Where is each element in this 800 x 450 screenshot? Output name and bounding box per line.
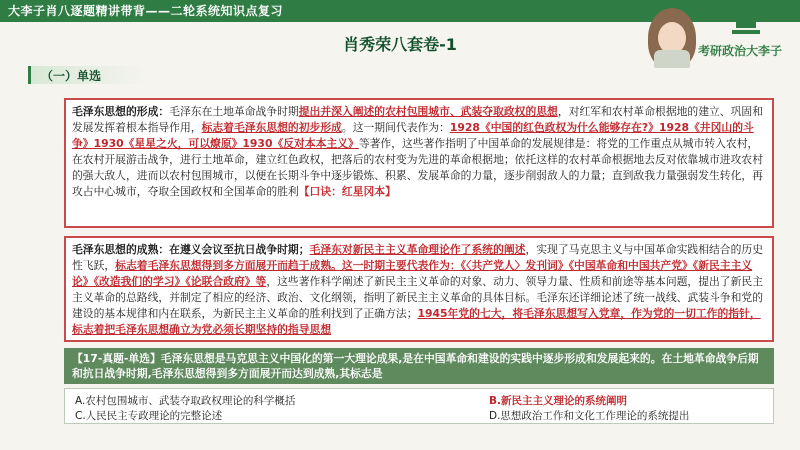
formation-box	[64, 98, 774, 228]
formation-heading: 毛泽东思想的形成：	[72, 105, 170, 118]
logo-text: 考研政治大李子	[698, 44, 783, 58]
mnemonic: 【口诀：红星冈本】	[298, 185, 396, 198]
option-b[interactable]: B.新民主主义理论的系统阐明	[489, 395, 627, 407]
page-title: 肖秀荣八套卷-1	[343, 35, 457, 54]
section-tag	[28, 66, 149, 84]
banner-title: 大李子肖八逐题精讲带背——二轮系统知识点复习	[8, 4, 284, 18]
maturity-text: 毛泽东思想的成熟：在遵义会议至抗日战争时期；毛泽东对新民主主义革命理论作了系统的阐述，实现了马克思主义与中国革命实践相结合的历史性飞跃，标志着毛泽东思想得到多方面展开而趋于成熟。这一时期主要代表作为：《〈共产党人〉发刊词》《中国革命和中国共产党》《新民主主义论》《改造我们的学习》《论联合政府》等，这些著作科学阐述了新民主主义革命的对象、动力、领导力量、性质和前途等基本问题，提出了新民主主义革命的总路线，并制定了相应的经济、政治、文化纲领，指明了新民主主义革命的具体目标。毛泽东还详细论述了统一战线、武装斗争和党的建设的基本规律和内在联系，为新民主主义革命的胜利找到了正确方法；1945年党的七大，将毛泽东思想写入党章，作为党的一切工作的指针，标志着把毛泽东思想确立为党必须长期坚持的指导思想	[72, 243, 763, 336]
maturity-heading: 毛泽东思想的成熟：	[72, 243, 170, 256]
option-d[interactable]: D.思想政治工作和文化工作理论的系统提出	[489, 410, 690, 422]
maturity-box	[64, 236, 774, 342]
option-a[interactable]: A.农村包围城市、武装夺取政权理论的科学概括	[75, 395, 296, 407]
formation-text: 毛泽东思想的形成：毛泽东在土地革命战争时期提出并深入阐述的农村包围城市、武装夺取政权的思想，对红军和农村革命根据地的建立、巩固和发展发挥着根本指导作用，标志着毛泽东思想的初步形成。这一期间代表作为：1928《中国的红色政权为什么能够存在?》1928《井冈山的斗争》1930《星星之火，可以燎原》1930《反对本本主义》等著作，这些著作指明了中国革命的发展规律是：将党的工作重点从城市转入农村，在农村开展游击战争，进行土地革命，建立红色政权，把落后的农村变为先进的革命根据地；依托这样的农村革命根据地去反对依靠城市进攻农村的强大敌人，进而以农村包围城市，以便在长期斗争中逐步锻炼、积累、发展革命的力量，逐步削弱敌人的力量；直到敌我力量强弱发生转化，再攻占中心城市，夺取全国政权和全国革命的胜利【口诀：红星冈本】	[72, 105, 763, 198]
question-banner	[64, 348, 774, 384]
option-c[interactable]: C.人民民主专政理论的完整论述	[75, 410, 223, 422]
options-panel	[64, 388, 774, 424]
question-text: 【17-真题-单选】毛泽东思想是马克思主义中国化的第一大理论成果,是在中国革命和建设的实践中逐步形成和发展起来的。在土地革命战争后期和抗日战争时期,毛泽东思想得到多方面展开而达到成熟,其标志是	[72, 352, 759, 380]
section-label: （一）单选	[41, 69, 102, 83]
